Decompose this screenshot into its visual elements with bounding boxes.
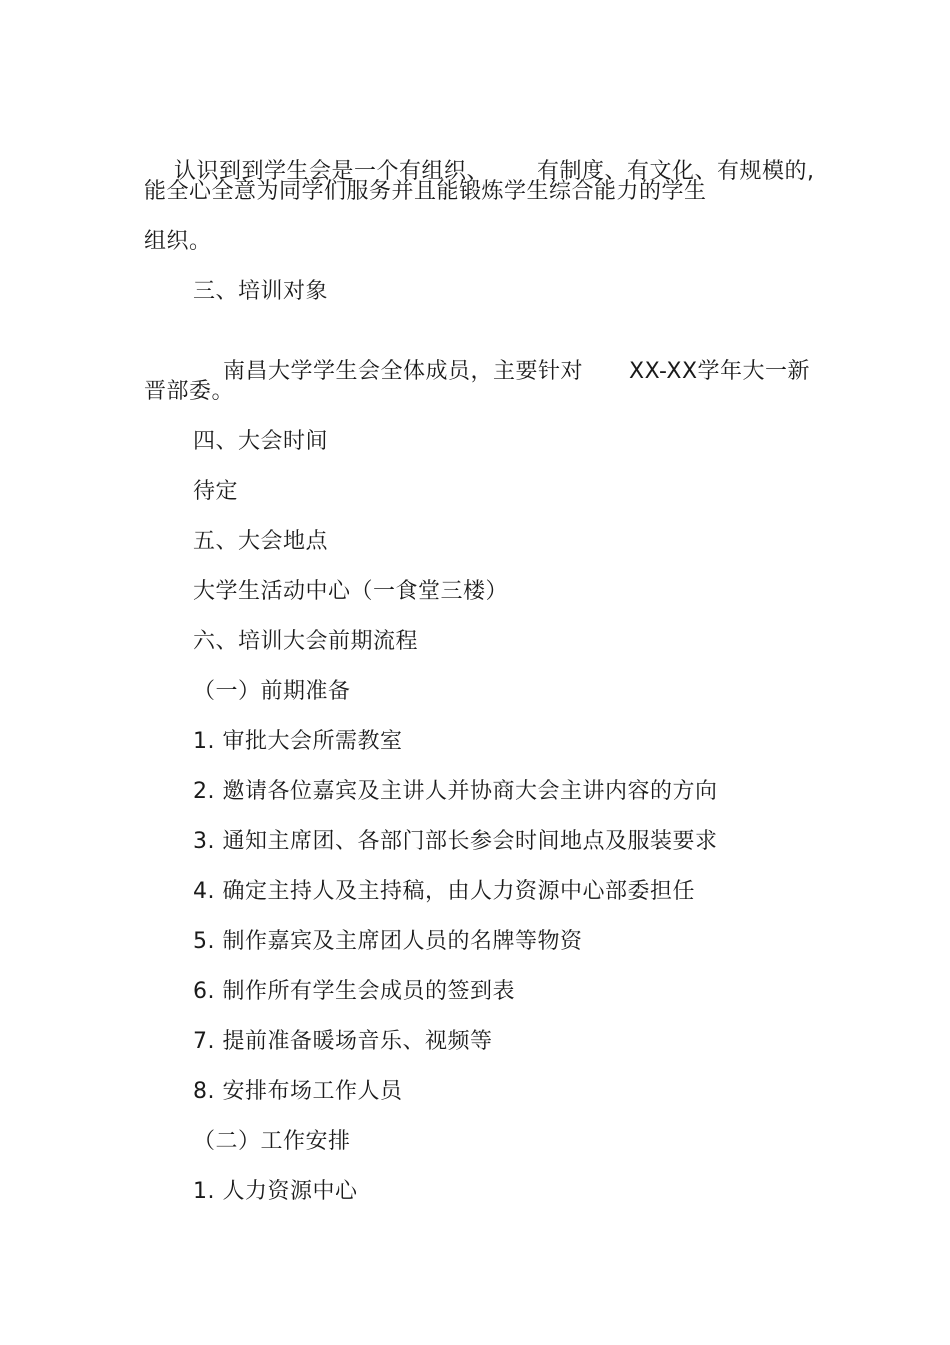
- prep-item-8: 8. 安排布场工作人员: [193, 1079, 403, 1104]
- intro-line-1-part-b: 有制度、有文化、有规模的,: [537, 159, 815, 184]
- section-3-heading: 三、培训对象: [193, 279, 329, 304]
- section-5-heading: 五、大会地点: [193, 529, 329, 554]
- section-6-sub-1-heading: （一）前期准备: [193, 679, 351, 704]
- section-3-body-continued: 晋部委。: [144, 379, 235, 404]
- section-3-body-part-b: XX-XX学年大一新: [629, 359, 811, 384]
- section-4-body: 待定: [193, 479, 239, 504]
- section-3-body-part-a: 南昌大学学生会全体成员，主要针对: [222, 359, 583, 384]
- prep-item-2: 2. 邀请各位嘉宾及主讲人并协商大会主讲内容的方向: [193, 779, 718, 804]
- prep-item-6: 6. 制作所有学生会成员的签到表: [193, 979, 515, 1004]
- section-6-heading: 六、培训大会前期流程: [193, 629, 419, 654]
- intro-line-1-part-a: 认识到到学生会是一个有组织、: [173, 159, 489, 184]
- section-4-heading: 四、大会时间: [193, 429, 329, 454]
- work-item-1: 1. 人力资源中心: [193, 1179, 358, 1204]
- prep-item-5: 5. 制作嘉宾及主席团人员的名牌等物资: [193, 929, 583, 954]
- intro-line-2: 能全心全意为同学们服务并且能锻炼学生综合能力的学生: [144, 179, 707, 204]
- prep-item-4: 4. 确定主持人及主持稿，由人力资源中心部委担任: [193, 879, 695, 904]
- section-6-sub-2-heading: （二）工作安排: [193, 1129, 351, 1154]
- section-3-body: [193, 327, 810, 417]
- prep-item-1: 1. 审批大会所需教室: [193, 729, 403, 754]
- prep-item-7: 7. 提前准备暖场音乐、视频等: [193, 1029, 493, 1054]
- prep-item-3: 3. 通知主席团、各部门部长参会时间地点及服装要求: [193, 829, 718, 854]
- section-5-body: 大学生活动中心（一食堂三楼）: [193, 579, 509, 604]
- intro-line-3: 组织。: [144, 229, 212, 254]
